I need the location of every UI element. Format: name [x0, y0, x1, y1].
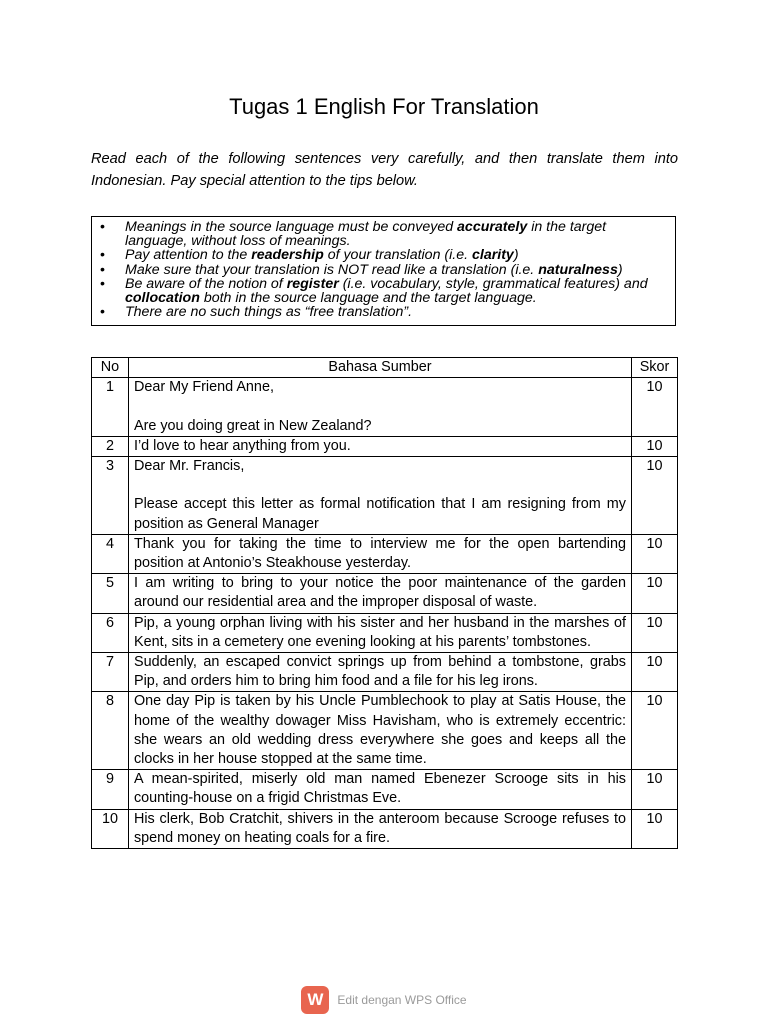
- table-row: [92, 574, 678, 613]
- row-score: 10: [631, 534, 677, 573]
- tip-text: Make sure that your translation is NOT read like a translation (: [125, 261, 516, 278]
- translation-table: [91, 357, 678, 849]
- source-text-line: [134, 476, 626, 495]
- table-row: [92, 378, 678, 437]
- tip-text: in the target language, without loss of meanings.: [125, 219, 607, 250]
- source-text-cell: [128, 653, 631, 692]
- source-text-line: I am writing to bring to your notice the poor maintenance of the garden around our residential area and the improper disposal of waste.: [133, 575, 626, 611]
- tip-text: ): [513, 247, 519, 264]
- source-text-line: [134, 397, 626, 416]
- tip-text: both in the source language and the target language.: [199, 290, 537, 307]
- tip-text: (: [338, 275, 348, 292]
- tip-item: [119, 305, 669, 319]
- source-text-line: A mean-spirited, miserly old man named Ebenezer Scrooge sits in his counting-house on a frigid Christmas Eve.: [133, 771, 626, 807]
- row-score: 10: [631, 692, 677, 770]
- tip-item: [119, 248, 669, 262]
- tip-item: [119, 277, 669, 305]
- row-score: 10: [631, 574, 677, 613]
- footer: [0, 986, 768, 1014]
- wps-logo-icon[interactable]: W: [301, 986, 329, 1014]
- header-source: Bahasa Sumber: [128, 358, 631, 378]
- tip-keyword: readership: [251, 247, 324, 264]
- source-text-line: His clerk, Bob Cratchit, shivers in the anteroom because Scrooge refuses to spend money on heating coals for a fire.: [133, 810, 626, 846]
- document-title: Tugas 1 English For Translation: [229, 94, 539, 119]
- row-number: 4: [92, 534, 129, 573]
- tip-keyword: clarity: [472, 247, 514, 264]
- table-row: [92, 653, 678, 692]
- tip-text: i.e. vocabulary, style, grammatical features: [347, 275, 616, 292]
- tips-box: [91, 216, 676, 326]
- tip-text: Meanings in the source language must be conveyed: [125, 219, 458, 235]
- row-score: 10: [631, 378, 677, 437]
- table-row: [92, 534, 678, 573]
- source-text-line: Thank you for taking the time to interview me for the open bartending position at Antonio’s Steakhouse yesterday.: [133, 535, 626, 572]
- row-score: 10: [631, 653, 677, 692]
- tip-text: of your translation (: [323, 247, 450, 264]
- tip-text: Pay attention to the: [125, 247, 252, 264]
- header-score: Skor: [631, 358, 677, 378]
- instructions-paragraph: Read each of the following sentences very carefully, and then translate them into Indonesian. Pay special attention to the tips below.: [91, 151, 678, 189]
- source-text-line: Are you doing great in New Zealand?: [133, 417, 372, 434]
- tip-text: Be aware of the notion of: [125, 275, 287, 292]
- source-text-line: Please accept this letter as formal notification that I am resigning from my position as General Manager: [133, 496, 626, 532]
- source-text-line: Suddenly, an escaped convict springs up from behind a tombstone, grabs Pip, and orders him to bring him food and a file for his leg irons.: [133, 654, 626, 690]
- row-score: 10: [631, 613, 677, 652]
- row-number: 2: [92, 436, 129, 456]
- tip-keyword: register: [286, 275, 339, 292]
- row-number: 1: [92, 378, 129, 437]
- source-text-cell: [128, 613, 631, 652]
- row-number: 5: [92, 574, 129, 613]
- tips-list: [98, 220, 669, 319]
- tip-text: i.e.: [515, 261, 539, 278]
- table-row: [92, 613, 678, 652]
- row-number: 9: [92, 770, 129, 809]
- wps-edit-link[interactable]: Edit dengan WPS Office: [337, 993, 467, 1007]
- source-text-cell: [128, 770, 631, 809]
- source-text-cell: [128, 436, 631, 456]
- tip-keyword: naturalness: [538, 261, 618, 278]
- row-score: 10: [631, 809, 677, 848]
- source-text-line: I’d love to hear anything from you.: [133, 437, 351, 454]
- row-number: 3: [92, 457, 129, 535]
- table-row: [92, 436, 678, 456]
- tip-text: There are no such things as “free translation”.: [125, 304, 413, 321]
- source-text-cell: [128, 574, 631, 613]
- source-text-line: One day Pip is taken by his Uncle Pumblechook to play at Satis House, the home of the wealthy dowager Miss Havisham, who is extremely eccentric: she wears an old wedding dress everywhere she goes and keeps all the clocks in her house stopped at the same time.: [133, 693, 626, 768]
- row-number: 6: [92, 613, 129, 652]
- source-text-cell: [128, 457, 631, 535]
- row-score: 10: [631, 436, 677, 456]
- row-number: 7: [92, 653, 129, 692]
- tip-item: [119, 263, 669, 277]
- table-row: [92, 770, 678, 809]
- table-header-row: [92, 358, 678, 378]
- tip-keyword: accurately: [457, 219, 528, 235]
- table-row: [92, 692, 678, 770]
- source-text-line: Dear My Friend Anne,: [133, 379, 274, 396]
- row-score: 10: [631, 457, 677, 535]
- tip-text: ) and: [615, 275, 648, 292]
- header-no: No: [92, 358, 129, 378]
- source-text-line: Dear Mr. Francis,: [133, 458, 245, 475]
- source-text-line: Pip, a young orphan living with his sister and her husband in the marshes of Kent, sits in a cemetery one evening looking at his parents’ tombstones.: [133, 614, 626, 650]
- table-row: [92, 457, 678, 535]
- source-text-cell: [128, 809, 631, 848]
- tip-text: i.e.: [449, 247, 473, 264]
- row-number: 10: [92, 809, 129, 848]
- tip-text: ): [617, 261, 623, 278]
- row-number: 8: [92, 692, 129, 770]
- source-text-cell: [128, 692, 631, 770]
- table-row: [92, 809, 678, 848]
- source-text-cell: [128, 378, 631, 437]
- tip-item: [119, 220, 669, 248]
- source-text-cell: [128, 534, 631, 573]
- row-score: 10: [631, 770, 677, 809]
- tip-keyword: collocation: [125, 290, 200, 307]
